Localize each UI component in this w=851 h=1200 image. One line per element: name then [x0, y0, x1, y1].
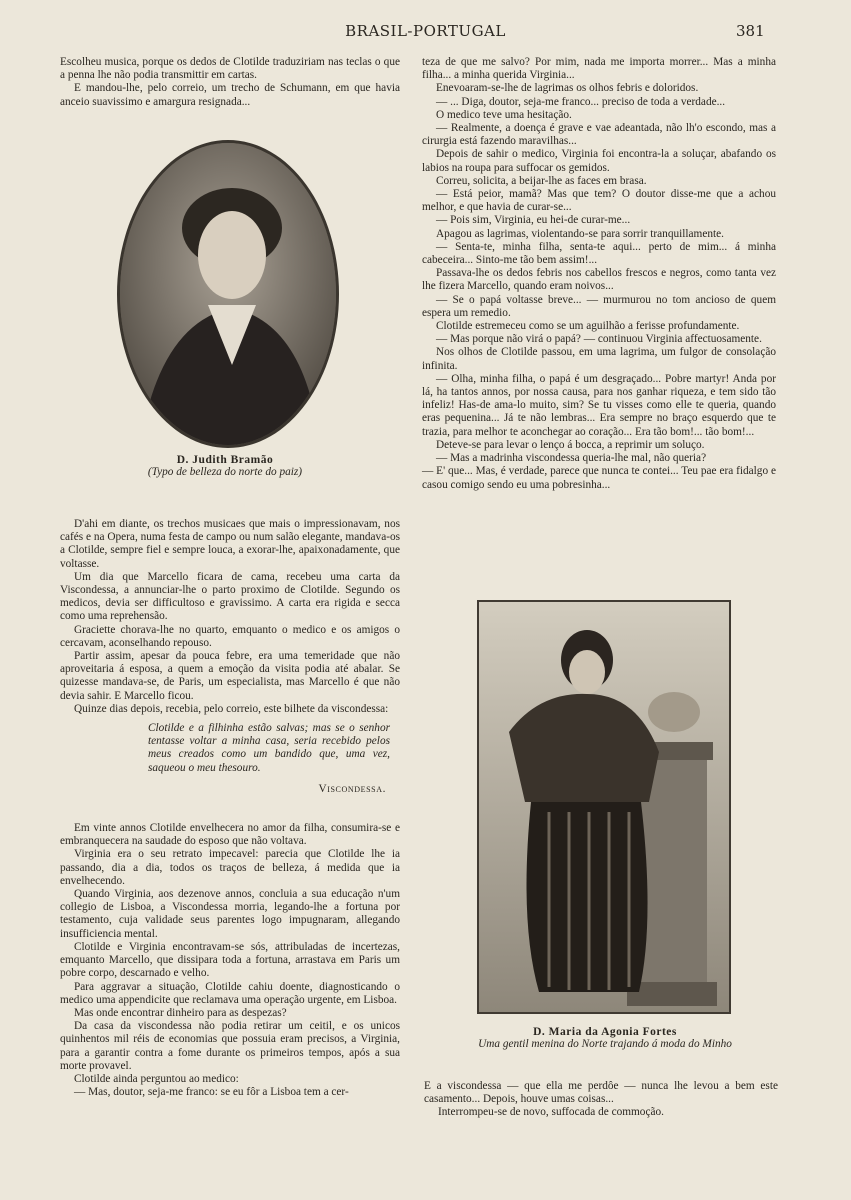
paragraph: Depois de sahir o medico, Virginia foi encontra-la a soluçar, abafando os labios na roupa para suffocar os gemidos.	[422, 148, 776, 174]
right-column-body	[422, 56, 776, 492]
paragraph: — E' que... Mas, é verdade, parece que nunca te contei... Teu pae era fidalgo e casou comigo sendo eu uma pobresinha...	[422, 465, 776, 491]
photo-illustration	[479, 602, 729, 1012]
portrait-description: (Typo de belleza do norte do paiz)	[147, 466, 303, 478]
paragraph: — Realmente, a doença é grave e vae adeantada, não lh'o escondo, mas a cirurgia está fazendo maravilhas...	[422, 122, 776, 148]
paragraph: — ... Diga, doutor, seja-me franco... preciso de toda a verdade...	[436, 95, 726, 108]
paragraph: Graciette chorava-lhe no quarto, emquanto o medico e os amigos o cercavam, aconselhando repouso.	[60, 623, 400, 649]
paragraph: Nos olhos de Clotilde passou, em uma lagrima, um fulgor de consolação infinita.	[422, 346, 776, 372]
paragraph: — Senta-te, minha filha, senta-te aqui... perto de mim... á minha cabeceira... Sinto-me tão bem assim!...	[422, 240, 776, 267]
paragraph: Em vinte annos Clotilde envelhecera no amor da filha, consumira-se e embranquecera na saudade do esposo que não voltava.	[60, 822, 400, 848]
paragraph: Um dia que Marcello ficara de cama, recebeu uma carta da Viscondessa, a annunciar-lhe o parto proximo de Clotilde. Segundo os medicos, devia ser difficultoso e gravissimo. A carta era rigida e secca como uma reprehensão.	[60, 570, 400, 623]
left-column-body	[60, 518, 400, 1099]
paragraph: — Mas, doutor, seja-me franco: se eu fôr a Lisboa tem a cer-	[74, 1086, 349, 1099]
paragraph: Para aggravar a situação, Clotilde cahiu doente, diagnosticando o medico uma appendicite que reclamava uma operação urgente, em Lisboa.	[60, 980, 400, 1006]
paragraph: O medico teve uma hesitação.	[436, 108, 572, 121]
paragraph: Quando Virginia, aos dezenove annos, concluia a sua educação n'um collegio de Lisboa, a Viscondessa morria, legando-lhe a fortuna por testamento, cuja validade seus parentes logo impugnaram, allegando insufficiencia mental.	[60, 888, 400, 940]
paragraph: E mandou-lhe, pelo correio, um trecho de Schumann, em que havia anceio suavissimo e amargura resignada...	[60, 82, 400, 108]
paragraph: Mas onde encontrar dinheiro para as despezas?	[74, 1006, 287, 1019]
paragraph: E a viscondessa — que ella me perdôe — nunca lhe levou a bem este casamento... Depois, houve umas coisas...	[424, 1080, 778, 1106]
paragraph: Passava-lhe os dedos febris nos cabellos frescos e negros, como tanta vez lhe fizera Marcello, quando eram noivos...	[422, 267, 776, 293]
paragraph: Da casa da viscondessa não podia retirar um ceitil, e os unicos quinhentos mil réis de economias que possuia eram precisos, a Virginia, para a garantir contra a fome durante os primeiros tempos, após a sua morte provavel.	[60, 1020, 400, 1072]
paragraph: Correu, solicita, a beijar-lhe as faces em brasa.	[436, 174, 647, 187]
photo-caption-2	[440, 1026, 770, 1050]
paragraph: — Mas porque não virá o papá? — continuou Virginia affectuosamente.	[436, 333, 762, 346]
running-title: BRASIL-PORTUGAL	[345, 22, 506, 40]
photo-maria-da-agonia	[477, 600, 731, 1014]
paragraph: — Se o papá voltasse breve... — murmurou no tom ancioso de quem espera um remedio.	[422, 293, 776, 319]
paragraph: Enevoaram-se-lhe de lagrimas os olhos febris e doloridos.	[436, 82, 699, 95]
portrait-name: D. Judith Bramão	[176, 454, 274, 466]
paragraph: D'ahi em diante, os trechos musicaes que mais o impressionavam, nos cafés e na Opera, numa festa de campo ou num salão elegante, mandava-os a Clotilde, sempre fiel e sempre louca, a exorar-lhe, apaixonadamente, que voltasse.	[60, 518, 401, 570]
page-number: 381	[736, 22, 765, 40]
portrait-caption-1	[100, 454, 350, 478]
paragraph: Apagou as lagrimas, violentando-se para sorrir tranquillamente.	[436, 227, 724, 240]
paragraph: teza de que me salvo? Por mim, nada me importa morrer... Mas a minha filha... a minha querida Virginia...	[422, 56, 776, 82]
letter-signature: Viscondessa.	[318, 782, 386, 795]
paragraph: Virginia era o seu retrato impecavel: parecia que Clotilde lhe ia passando, dia a dia, todos os traços de belleza, á medida que ia envelhecendo.	[60, 848, 400, 887]
paragraph: — Mas a madrinha viscondessa queria-lhe mal, não queria?	[436, 452, 707, 465]
paragraph: — Está peior, mamã? Mas que tem? O doutor disse-me que a achou melhor, e que havia de curar-se...	[422, 188, 776, 214]
portrait-photo-judith	[117, 140, 339, 448]
paragraph: Interrompeu-se de novo, suffocada de commoção.	[438, 1106, 664, 1119]
spacer	[60, 796, 400, 822]
paragraph: Clotilde estremeceu como se um aguilhão a ferisse profundamente.	[436, 320, 740, 333]
right-column-tail	[424, 1080, 778, 1120]
left-column-top	[60, 56, 400, 109]
paragraph: Clotilde ainda perguntou ao medico:	[74, 1072, 239, 1085]
paragraph: Partir assim, apesar da pouca febre, era uma temeridade que não aproveitaria á esposa, a quem a emoção da visita podia até abalar. Se quizesse mandava-se, de Paris, um especialista, mas Marcello é que não devia sahir. E Marcello ficou.	[60, 650, 400, 702]
paragraph: — Pois sim, Virginia, eu hei-de curar-me...	[436, 214, 631, 227]
letter-text: Clotilde e a filhinha estão salvas; mas se o senhor tentasse voltar a minha casa, seria recebido pelos meus creados como um bandido que, uma vez, saqueou o meu thesouro.	[148, 722, 390, 774]
paragraph: Deteve-se para levar o lenço á bocca, a reprimir um soluço.	[436, 438, 705, 451]
portrait-illustration	[120, 143, 336, 445]
photo-description: Uma gentil menina do Norte trajando á moda do Minho	[478, 1038, 732, 1050]
paragraph: Clotilde e Virginia encontravam-se sós, attribuladas de incertezas, emquanto Marcello, que dissipara toda a fortuna, arrastava em Paris um pobre corpo, descarnado e velho.	[60, 940, 400, 980]
photo-name: D. Maria da Agonia Fortes	[533, 1026, 677, 1038]
paragraph: Quinze dias depois, recebia, pelo correio, este bilhete da viscondessa:	[74, 702, 389, 715]
paragraph: — Olha, minha filha, o papá é um desgraçado... Pobre martyr! Anda por lá, ha tantos annos, por nossa causa, para nos ganhar riqueza, e tem sido tão infeliz! Has-de ama-lo muito, sim? Se tu visses como elle te queria, quando eras pequenina... Já te não lembras... Era sempre no braço esquerdo que te trazia, para melhor te aconchegar ao coração... Era tão bom!... tão bom!...	[422, 372, 776, 438]
paragraph: Escolheu musica, porque os dedos de Clotilde traduziriam nas teclas o que a penna lhe não podia transmittir em cartas.	[60, 56, 400, 82]
